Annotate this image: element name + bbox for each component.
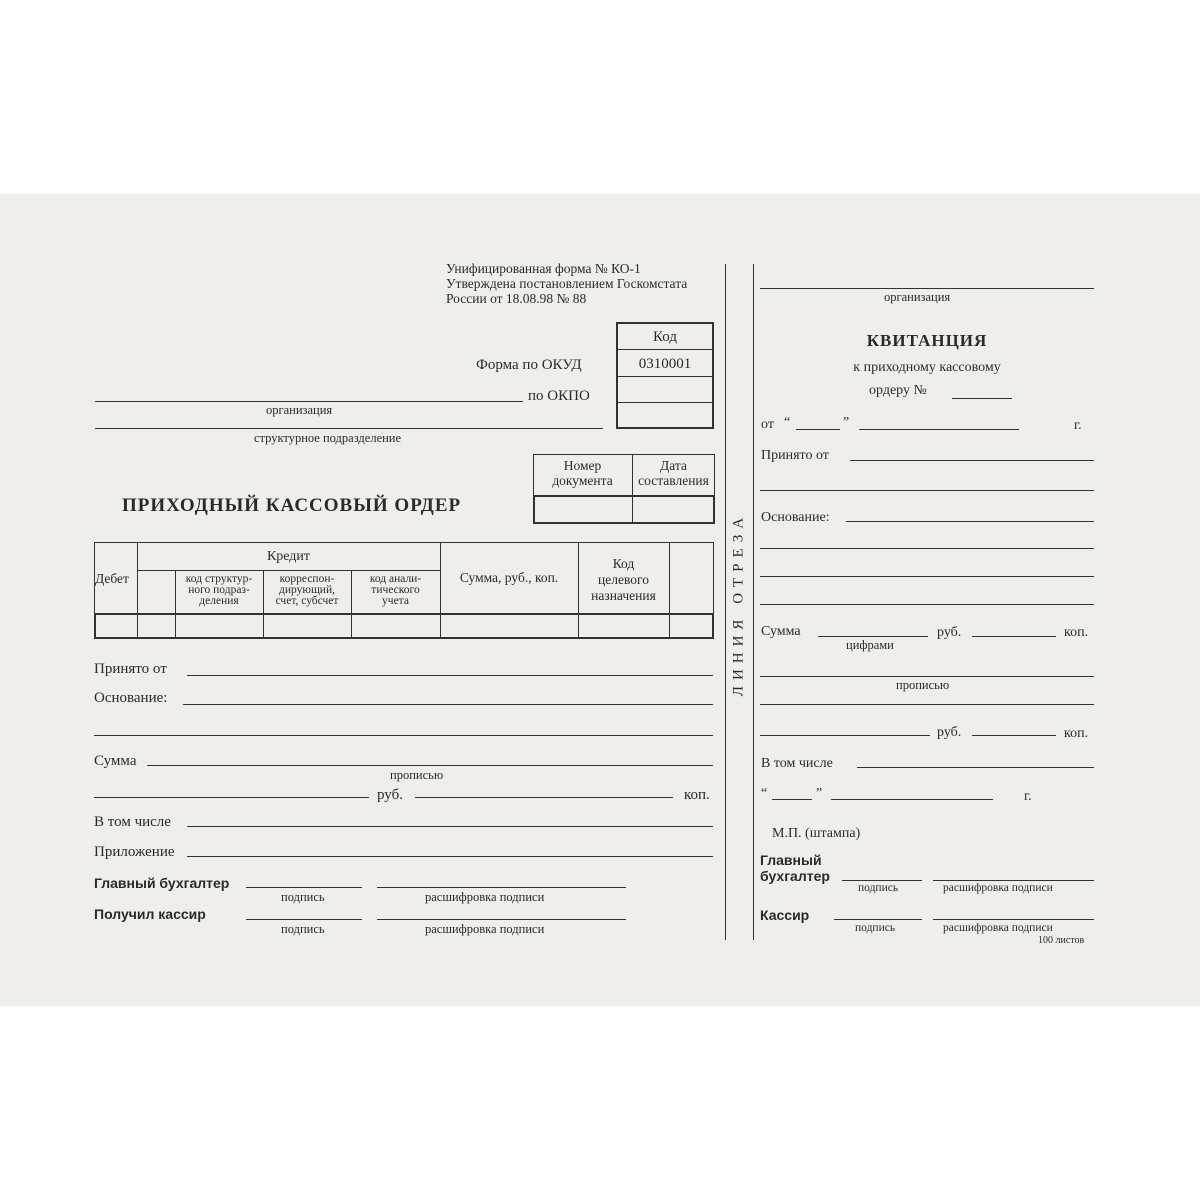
receipt-rub-label-2: руб. [937, 725, 962, 740]
receipt-kop-line[interactable] [972, 636, 1056, 637]
sum-words-line[interactable] [147, 765, 713, 766]
organization-caption: организация [266, 403, 333, 417]
sum-label: Сумма [94, 753, 137, 769]
cash-receipt-order-form [0, 194, 1200, 1006]
receipt-organization-line[interactable] [760, 288, 1094, 289]
rub-label: руб. [377, 787, 403, 803]
receipt-chief-signature-line[interactable] [842, 880, 922, 881]
division-caption: структурное подразделение [254, 431, 402, 445]
form-line-2: Утверждена постановлением Госкомстата [446, 276, 688, 291]
credit-col-division-3: деления [199, 595, 239, 607]
received-from-label: Принято от [94, 661, 167, 677]
receipt-cashier-signature-line[interactable] [834, 919, 922, 920]
credit-col-analytic-2: тического [371, 584, 420, 596]
attachment-line[interactable] [187, 856, 713, 857]
received-from-line[interactable] [187, 675, 713, 676]
okud-code-value: 0310001 [638, 356, 692, 372]
cashier-signature-caption: подпись [281, 922, 325, 936]
receipt-received-from-label: Принято от [761, 448, 829, 463]
receipt-basis-line-2[interactable] [760, 548, 1094, 549]
doc-number-label-1: Номер [563, 458, 602, 473]
doc-date-label-2: составления [638, 473, 709, 488]
attachment-label: Приложение [94, 844, 175, 860]
credit-col-account-2: дирующий, [279, 584, 335, 596]
receipt-month-line[interactable] [859, 429, 1019, 430]
receipt-quote-close-2: ” [816, 786, 823, 801]
receipt-kop-label-2: коп. [1064, 726, 1089, 741]
receipt-received-from-line-2[interactable] [760, 490, 1094, 491]
receipt-quote-open: “ [784, 415, 791, 430]
receipt-sum-label: Сумма [761, 624, 801, 639]
receipt-title: КВИТАНЦИЯ [866, 331, 988, 350]
receipt-kop-label: коп. [1064, 625, 1089, 640]
receipt-chief-decoding-line[interactable] [933, 880, 1094, 881]
sum-header: Сумма, руб., коп. [459, 570, 559, 585]
basis-line-2[interactable] [94, 735, 713, 736]
receipt-day-line[interactable] [796, 429, 840, 430]
receipt-including-line[interactable] [857, 767, 1094, 768]
sum-words-line-2[interactable] [94, 797, 369, 798]
cashier-received-label: Получил кассир [94, 906, 206, 922]
organization-line[interactable] [95, 401, 523, 402]
debit-header: Дебет [95, 571, 129, 586]
receipt-organization-caption: организация [884, 290, 951, 304]
division-line[interactable] [95, 428, 603, 429]
receipt-chief-label-1: Главный [760, 852, 822, 868]
receipt-cashier-label: Кассир [760, 907, 810, 923]
purpose-header-2: целевого [598, 572, 649, 587]
chief-signature-line[interactable] [246, 887, 362, 888]
receipt-words-line-2[interactable] [760, 704, 1094, 705]
sum-in-words-caption: прописью [390, 768, 444, 782]
receipt-cashier-signature-caption: подпись [855, 922, 896, 934]
kop-line[interactable] [415, 797, 673, 798]
basis-label: Основание: [94, 690, 168, 706]
credit-col-division-1: код структур- [185, 573, 253, 585]
receipt-words-line-3[interactable] [760, 735, 930, 736]
credit-col-analytic-3: учета [382, 595, 409, 607]
receipt-day-line-2[interactable] [772, 799, 812, 800]
form-line-1: Унифицированная форма № КО-1 [446, 261, 641, 276]
receipt-subtitle-1: к приходному кассовому [853, 360, 1001, 375]
cashier-signature-line[interactable] [246, 919, 362, 920]
receipt-including-label: В том числе [761, 756, 833, 771]
receipt-subtitle-2: ордеру № [869, 383, 927, 398]
doc-number-label-2: документа [552, 473, 613, 488]
chief-signature-caption: подпись [281, 890, 325, 904]
receipt-basis-line-4[interactable] [760, 604, 1094, 605]
basis-line-1[interactable] [183, 704, 713, 705]
cut-line-left [725, 264, 726, 940]
receipt-from-label: от [761, 417, 774, 432]
receipt-year-label-2: г. [1024, 789, 1032, 804]
cashier-decoding-line[interactable] [377, 919, 626, 920]
kop-label: коп. [684, 787, 710, 803]
code-header: Код [653, 329, 677, 345]
receipt-cashier-decoding-line[interactable] [933, 919, 1094, 920]
cut-line-right [753, 264, 754, 940]
credit-header: Кредит [266, 549, 311, 564]
okpo-label: по ОКПО [528, 388, 590, 404]
receipt-quote-open-2: “ [761, 786, 768, 801]
receipt-year-label: г. [1074, 418, 1082, 433]
credit-col-analytic-1: код анали- [369, 573, 422, 585]
receipt-chief-label-2: бухгалтер [760, 868, 830, 884]
form-line-3: России от 18.08.98 № 88 [446, 291, 587, 306]
okud-label: Форма по ОКУД [476, 357, 582, 373]
chief-decoding-line[interactable] [377, 887, 626, 888]
receipt-received-from-line[interactable] [850, 460, 1094, 461]
receipt-cashier-decoding-caption: расшифровка подписи [943, 922, 1053, 934]
receipt-in-figures-caption: цифрами [846, 638, 894, 652]
receipt-basis-line-1[interactable] [846, 521, 1094, 522]
receipt-basis-line-3[interactable] [760, 576, 1094, 577]
accounting-values-row[interactable] [94, 613, 714, 639]
receipt-stamp-label: М.П. (штампа) [772, 826, 861, 841]
receipt-order-number-line[interactable] [952, 398, 1012, 399]
receipt-kop-line-2[interactable] [972, 735, 1056, 736]
cashier-decoding-caption: расшифровка подписи [425, 922, 545, 936]
purpose-header-3: назначения [591, 588, 656, 603]
receipt-month-line-2[interactable] [831, 799, 993, 800]
sheets-count: 100 листов [1038, 935, 1085, 946]
credit-col-account-3: счет, субсчет [275, 595, 339, 607]
purpose-header-1: Код [612, 556, 635, 571]
receipt-in-words-caption: прописью [896, 678, 950, 692]
credit-col-account-1: корреспон- [279, 573, 335, 585]
order-title: ПРИХОДНЫЙ КАССОВЫЙ ОРДЕР [122, 495, 462, 516]
receipt-sum-figures-line[interactable] [818, 636, 928, 637]
receipt-words-line-1[interactable] [760, 676, 1094, 677]
receipt-rub-label: руб. [937, 625, 962, 640]
including-label: В том числе [94, 814, 171, 830]
including-line[interactable] [187, 826, 713, 827]
receipt-basis-label: Основание: [761, 510, 830, 525]
chief-accountant-label: Главный бухгалтер [94, 875, 230, 891]
credit-col-division-2: ного подраз- [188, 584, 250, 596]
doc-date-label-1: Дата [660, 458, 687, 473]
receipt-quote-close: ” [843, 415, 850, 430]
cut-line-label: ЛИНИЯ ОТРЕЗА [730, 511, 747, 697]
chief-decoding-caption: расшифровка подписи [425, 890, 545, 904]
receipt-chief-signature-caption: подпись [858, 882, 899, 894]
receipt-chief-decoding-caption: расшифровка подписи [943, 882, 1053, 894]
document-values-row[interactable] [533, 495, 715, 524]
